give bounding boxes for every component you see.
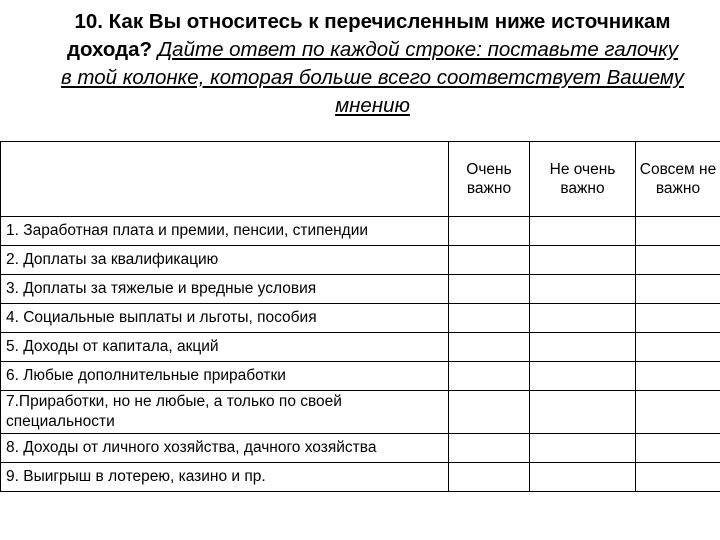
column-header-not-very-important: Не очень важно xyxy=(530,142,636,217)
table-row xyxy=(1,275,720,304)
answer-cell[interactable] xyxy=(449,275,530,304)
table-row xyxy=(1,217,720,246)
column-header-not-important-at-all: Совсем не важно xyxy=(636,142,720,217)
answer-cell[interactable] xyxy=(449,362,530,391)
question-text: 10. Как Вы относитесь к перечисленным ниже источникам дохода? xyxy=(66,10,671,61)
table-row xyxy=(1,333,720,362)
question-instruction: Дайте ответ по каждой строке: поставьте галочку в той колонке, которая больше всего соответствует Вашему мнению xyxy=(61,38,684,117)
answer-cell[interactable] xyxy=(530,434,636,463)
answer-cell[interactable] xyxy=(636,463,720,492)
row-label: 2. Доплаты за квалификацию xyxy=(1,246,449,275)
row-label: 6. Любые дополнительные приработки xyxy=(1,362,449,391)
table-row xyxy=(1,391,720,434)
row-label: 9. Выигрыш в лотерею, казино и пр. xyxy=(1,463,449,492)
table-row xyxy=(1,463,720,492)
answer-cell[interactable] xyxy=(449,434,530,463)
answer-cell[interactable] xyxy=(449,304,530,333)
answer-cell[interactable] xyxy=(530,304,636,333)
answer-cell[interactable] xyxy=(636,217,720,246)
table-row xyxy=(1,362,720,391)
answer-cell[interactable] xyxy=(636,246,720,275)
answer-cell[interactable] xyxy=(530,391,636,434)
answer-cell[interactable] xyxy=(636,275,720,304)
answer-cell[interactable] xyxy=(530,246,636,275)
table-row xyxy=(1,434,720,463)
answer-cell[interactable] xyxy=(530,333,636,362)
table-header-row xyxy=(1,142,720,217)
answer-cell[interactable] xyxy=(449,463,530,492)
answer-cell[interactable] xyxy=(449,246,530,275)
answer-cell[interactable] xyxy=(449,217,530,246)
row-label: 4. Социальные выплаты и льготы, пособия xyxy=(1,304,449,333)
answer-cell[interactable] xyxy=(530,275,636,304)
answer-cell[interactable] xyxy=(449,391,530,434)
answer-cell[interactable] xyxy=(636,434,720,463)
header-empty-cell xyxy=(1,142,449,217)
row-label: 3. Доплаты за тяжелые и вредные условия xyxy=(1,275,449,304)
answer-cell[interactable] xyxy=(636,304,720,333)
row-label: 5. Доходы от капитала, акций xyxy=(1,333,449,362)
table-row xyxy=(1,246,720,275)
answer-cell[interactable] xyxy=(636,391,720,434)
answer-cell[interactable] xyxy=(636,362,720,391)
question-title xyxy=(60,8,685,120)
answer-cell[interactable] xyxy=(449,333,530,362)
column-header-very-important: Очень важно xyxy=(449,142,530,217)
table-row xyxy=(1,304,720,333)
survey-table xyxy=(0,141,720,492)
row-label: 1. Заработная плата и премии, пенсии, стипендии xyxy=(1,217,449,246)
answer-cell[interactable] xyxy=(530,217,636,246)
row-label: 8. Доходы от личного хозяйства, дачного хозяйства xyxy=(1,434,449,463)
answer-cell[interactable] xyxy=(530,463,636,492)
row-label: 7.Приработки, но не любые, а только по своей специальности xyxy=(1,391,449,434)
answer-cell[interactable] xyxy=(636,333,720,362)
answer-cell[interactable] xyxy=(530,362,636,391)
